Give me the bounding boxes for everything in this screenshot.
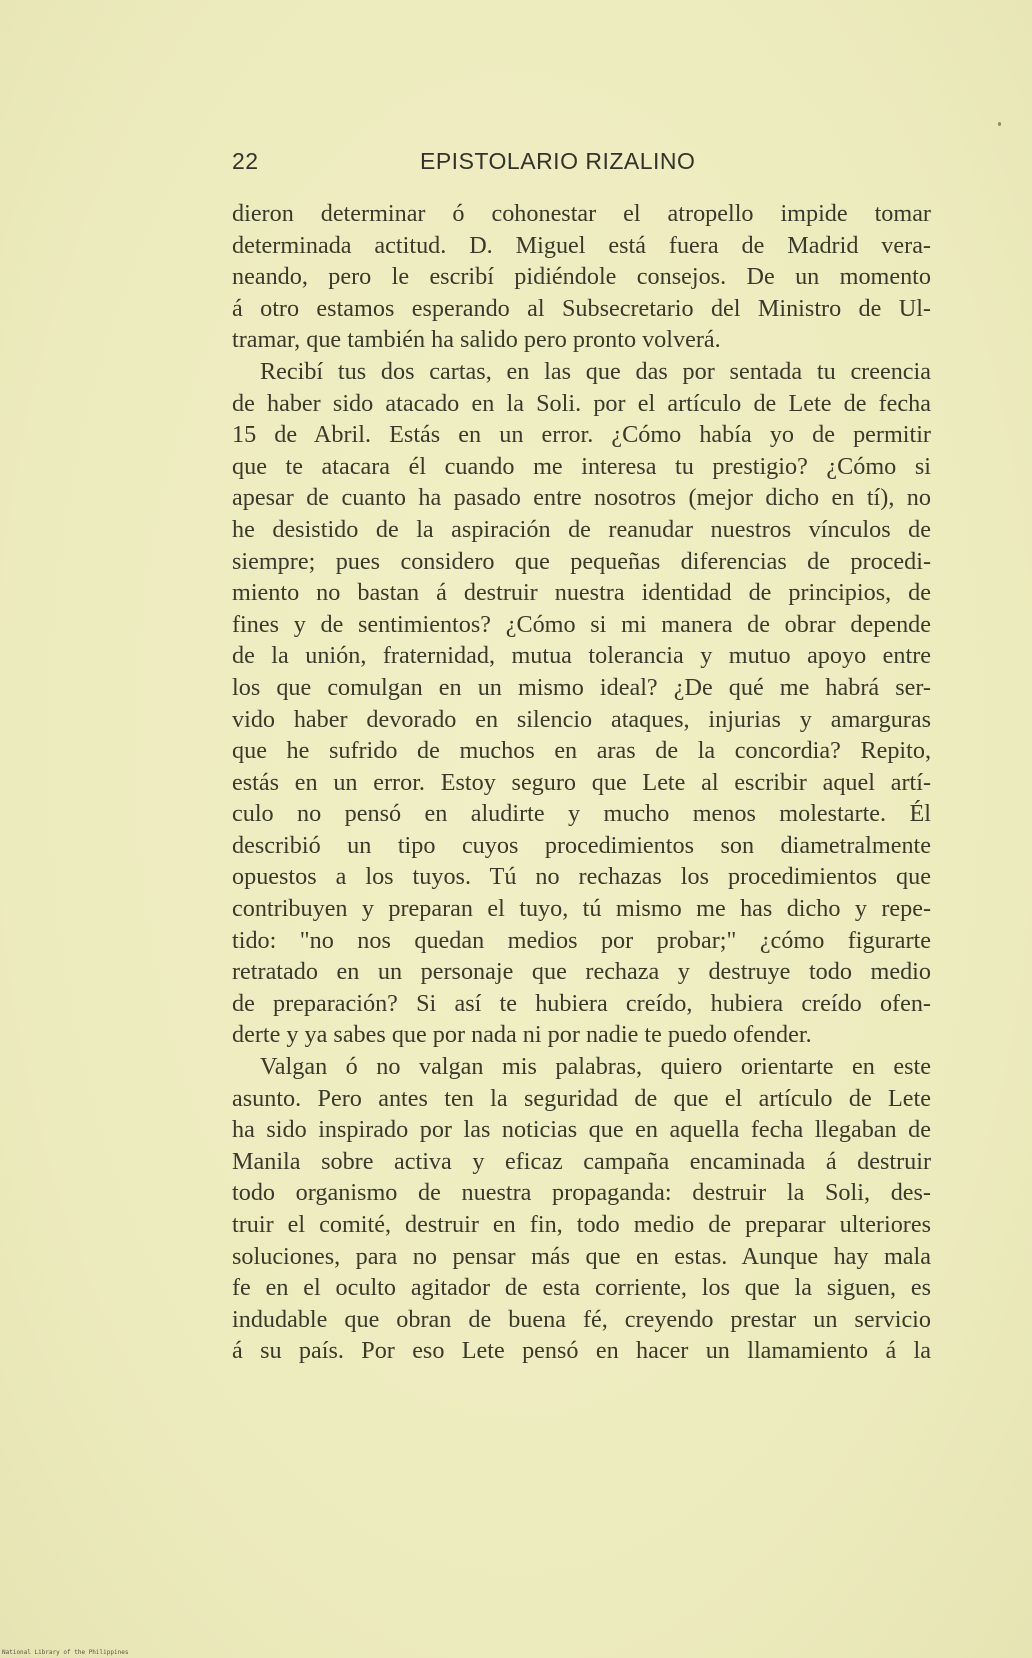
paragraph-start-line: Recibí tus dos cartas, en las que das por sentada tu creencia (260, 357, 931, 385)
text-line: soluciones, para no pensar más que en estas. Aunque hay mala (232, 1242, 931, 1270)
text-line: indudable que obran de buena fé, creyendo prestar un servicio (232, 1305, 931, 1333)
text-line: de la unión, fraternidad, mutua tolerancia y mutuo apoyo entre (232, 642, 931, 670)
page-number: 22 (232, 148, 259, 174)
text-line: apesar de cuanto ha pasado entre nosotros (mejor dicho en tí), no (232, 484, 931, 512)
text-line: 15 de Abril. Estás en un error. ¿Cómo había yo de permitir (232, 421, 931, 449)
text-line: derte y ya sabes que por nada ni por nadie te puedo ofender. (232, 1021, 812, 1049)
text-line: estás en un error. Estoy seguro que Lete al escribir aquel artí- (232, 768, 931, 796)
text-line: describió un tipo cuyos procedimientos son diametralmente (232, 831, 931, 859)
text-line: contribuyen y preparan el tuyo, tú mismo me has dicho y repe- (232, 895, 931, 923)
text-line: determinada actitud. D. Miguel está fuera de Madrid vera- (232, 231, 931, 259)
paper-speck (998, 122, 1001, 126)
text-line: todo organismo de nuestra propaganda: destruir la Soli, des- (232, 1179, 931, 1207)
text-line: fines y de sentimientos? ¿Cómo si mi manera de obrar depende (232, 610, 931, 638)
text-line: que he sufrido de muchos en aras de la concordia? Repito, (232, 737, 931, 765)
text-line: miento no bastan á destruir nuestra identidad de principios, de (232, 579, 931, 607)
text-line: Manila sobre activa y eficaz campaña encaminada á destruir (232, 1147, 931, 1175)
text-line: culo no pensó en aludirte y mucho menos molestarte. Él (232, 800, 931, 828)
running-title: EPISTOLARIO RIZALINO (420, 148, 696, 174)
text-line: tido: "no nos quedan medios por probar;" ¿cómo figurarte (232, 926, 931, 954)
text-line: que te atacara él cuando me interesa tu prestigio? ¿Cómo si (232, 452, 931, 480)
text-line: los que comulgan en un mismo ideal? ¿De qué me habrá ser- (232, 673, 931, 701)
text-line: de preparación? Si así te hubiera creído, hubiera creído ofen- (232, 989, 931, 1017)
text-line: ha sido inspirado por las noticias que en aquella fecha llegaban de (232, 1116, 931, 1144)
paragraph-start-line: Valgan ó no valgan mis palabras, quiero orientarte en este (260, 1053, 931, 1081)
letter-body (232, 198, 931, 1367)
text-line: dieron determinar ó cohonestar el atropello impide tomar (232, 200, 931, 227)
text-line: á su país. Por eso Lete pensó en hacer un llamamiento á la (232, 1337, 931, 1365)
text-line: siempre; pues considero que pequeñas diferencias de procedi- (232, 547, 931, 575)
text-line: opuestos a los tuyos. Tú no rechazas los procedimientos que (232, 863, 931, 891)
text-line: neando, pero le escribí pidiéndole consejos. De un momento (232, 263, 931, 291)
text-line: fe en el oculto agitador de esta corriente, los que la siguen, es (232, 1274, 931, 1302)
text-line: vido haber devorado en silencio ataques, injurias y amarguras (232, 705, 931, 733)
text-line: he desistido de la aspiración de reanudar nuestros vínculos de (232, 515, 931, 543)
page-header (232, 148, 744, 178)
library-footer-note: National Library of the Philippines (2, 1649, 129, 1656)
text-line: asunto. Pero antes ten la seguridad de que el artículo de Lete (232, 1084, 931, 1112)
text-line: truir el comité, destruir en fin, todo medio de preparar ulteriores (232, 1211, 931, 1238)
text-line: tramar, que también ha salido pero pronto volverá. (232, 326, 721, 354)
text-line: de haber sido atacado en la Soli. por el artículo de Lete de fecha (232, 389, 931, 417)
text-line: á otro estamos esperando al Subsecretario del Ministro de Ul- (232, 294, 931, 322)
text-line: retratado en un personaje que rechaza y destruye todo medio (232, 958, 931, 986)
